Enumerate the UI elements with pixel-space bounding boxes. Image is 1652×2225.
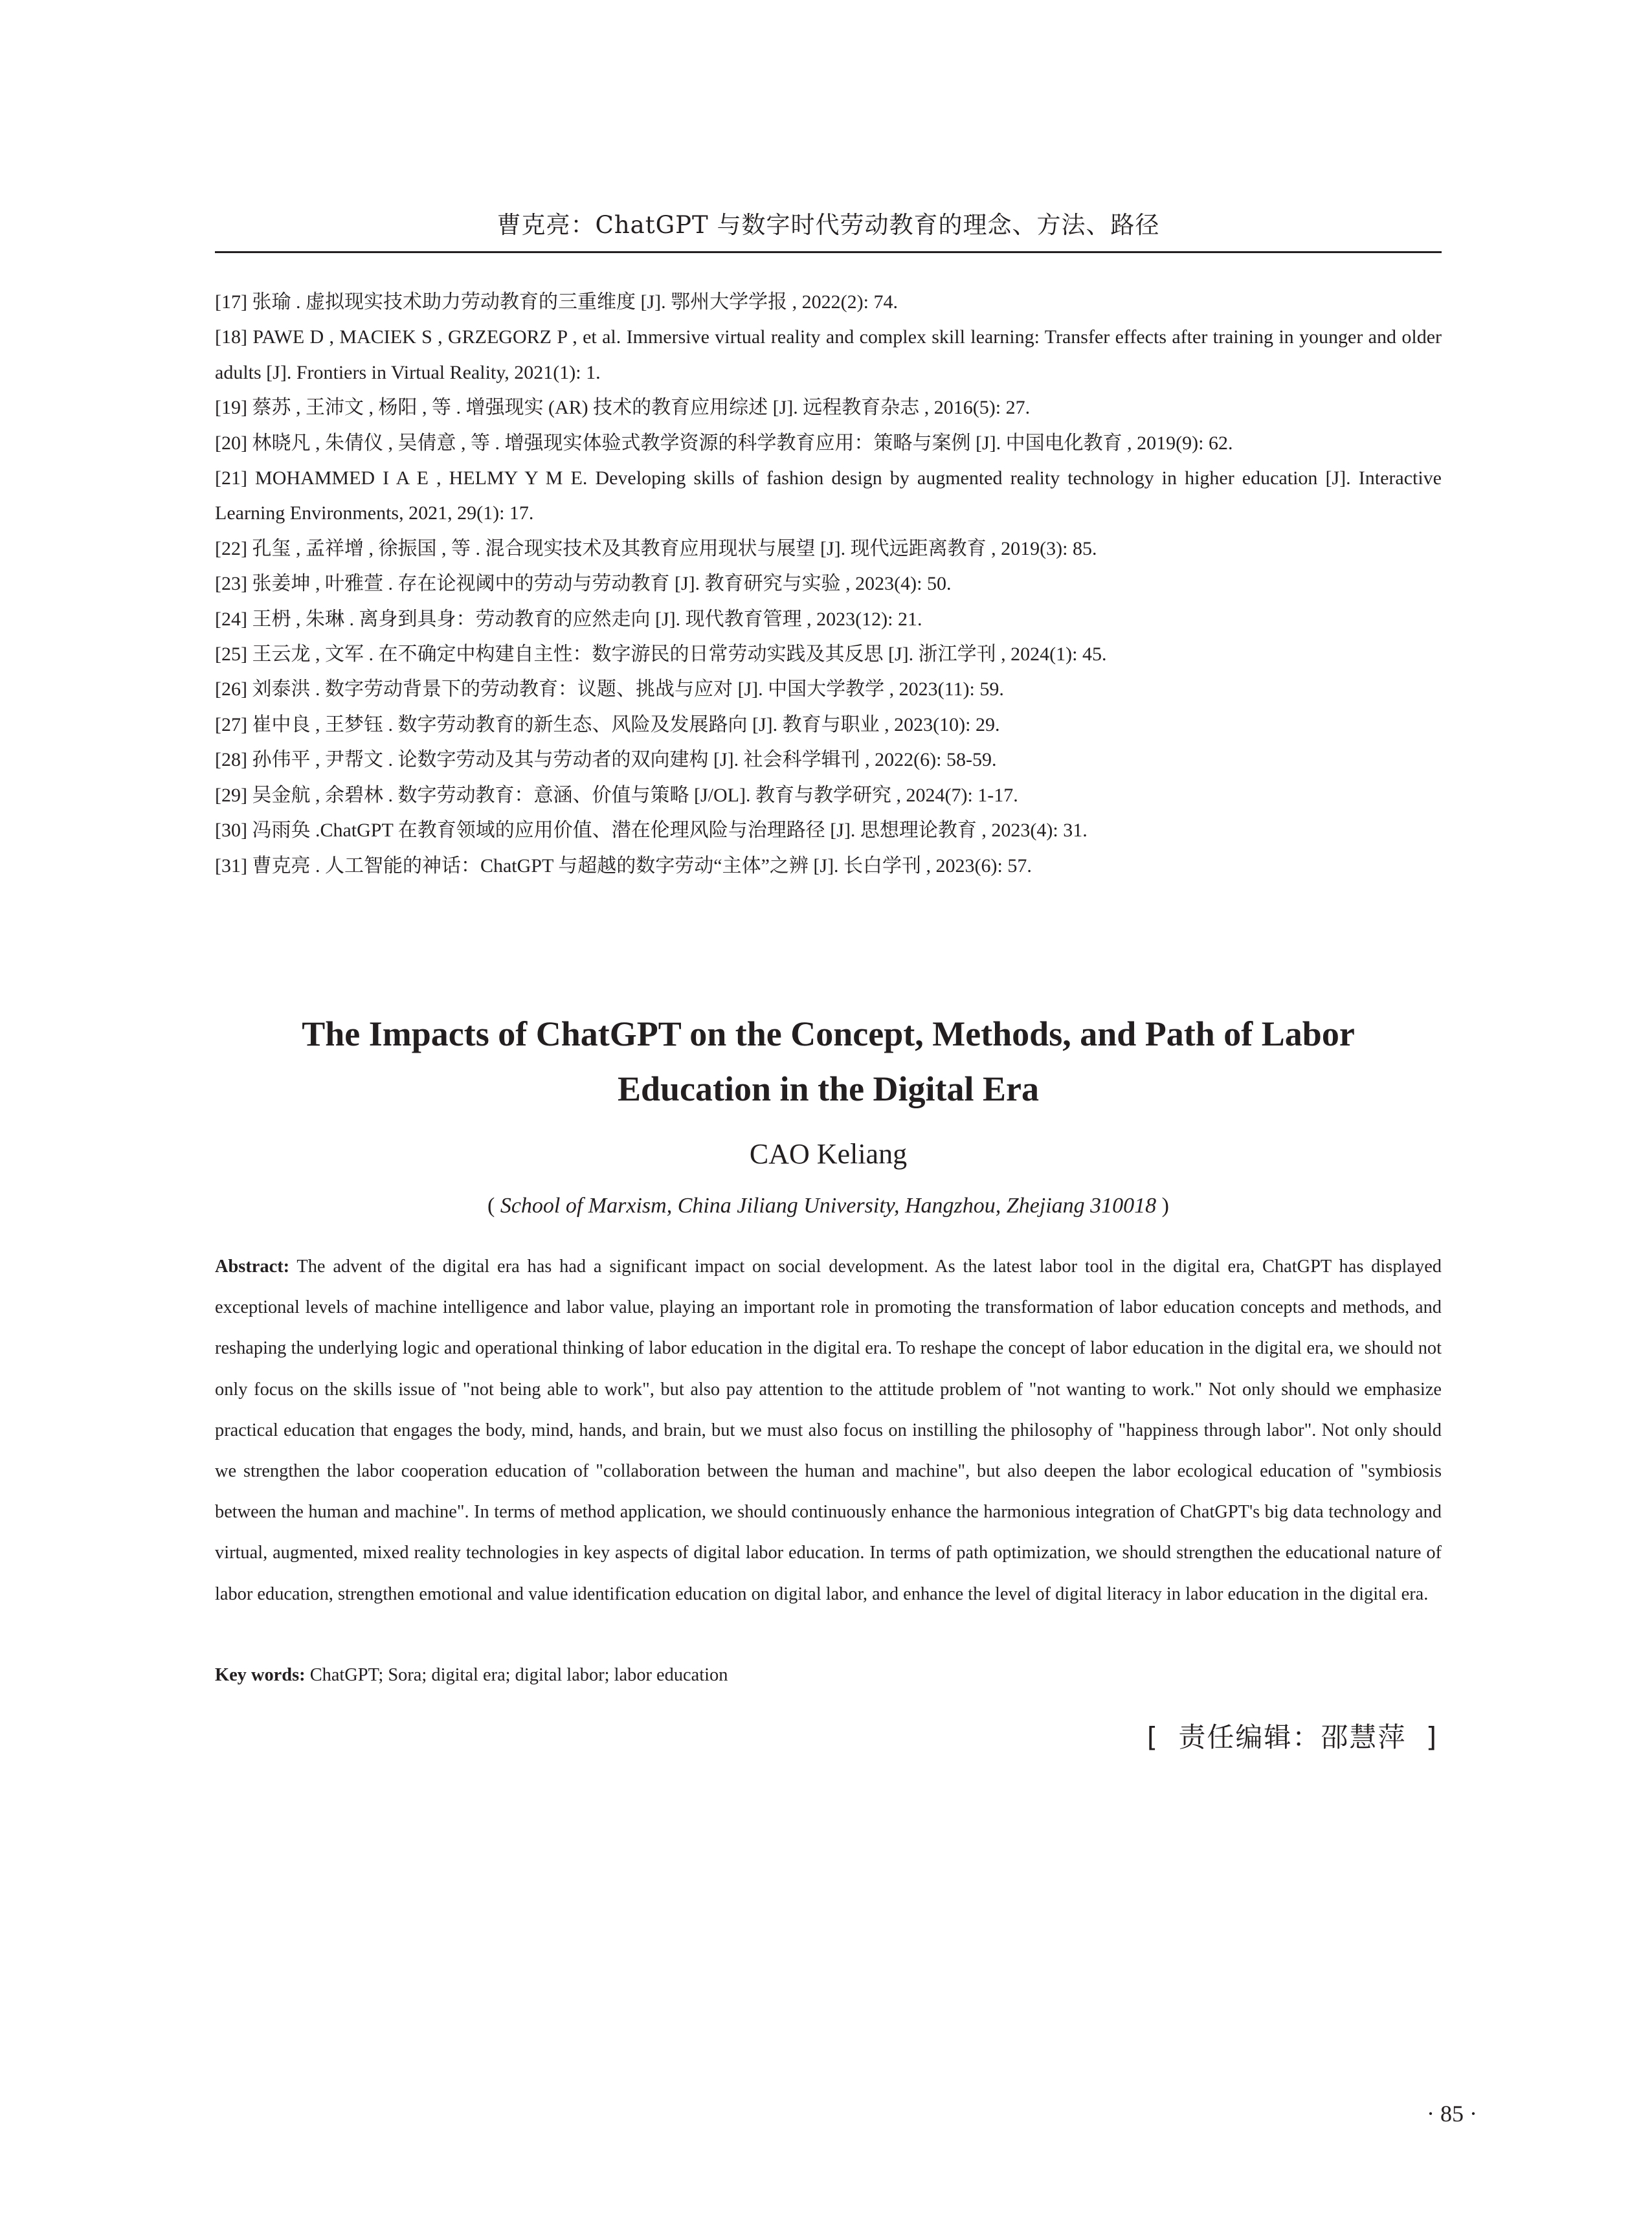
editor-note: [ 责任编辑：邵慧萍 ]: [1143, 1721, 1442, 1753]
keywords-label: Key words:: [215, 1665, 306, 1685]
article-title: [215, 1007, 1442, 1117]
keywords-text: ChatGPT; Sora; digital era; digital labor; labor education: [309, 1665, 728, 1685]
reference-list: [215, 285, 1442, 884]
affiliation-text: School of Marxism, China Jiliang University, Hangzhou, Zhejiang 310018: [500, 1194, 1157, 1218]
reference-17: [17] 张瑜 . 虚拟现实技术助力劳动教育的三重维度 [J]. 鄂州大学学报 , 2022(2): 74.: [215, 291, 898, 313]
reference-31: [31] 曹克亮 . 人工智能的神话：ChatGPT 与超越的数字劳动“主体”之辨 [J]. 长白学刊 , 2023(6): 57.: [215, 855, 1032, 877]
article-title-line-2: Education in the Digital Era: [617, 1069, 1040, 1108]
author-name: CAO Keliang: [749, 1138, 908, 1170]
reference-26: [26] 刘泰洪 . 数字劳动背景下的劳动教育：议题、挑战与应对 [J]. 中国大学教学 , 2023(11): 59.: [215, 678, 1004, 700]
article-title-line-1: The Impacts of ChatGPT on the Concept, Methods, and Path of Labor: [302, 1014, 1355, 1053]
reference-22: [22] 孔玺 , 孟祥增 , 徐振国 , 等 . 混合现实技术及其教育应用现状与展望 [J]. 现代远距离教育 , 2019(3): 85.: [215, 537, 1097, 559]
abstract-text: The advent of the digital era has had a significant impact on social development. As the latest labor tool in the digital era, ChatGPT has displayed exceptional levels of machine intelligence and labor value, playing an important role in promoting the transformation of labor education concepts and methods, and reshaping the underlying logic and operational thinking of labor education in the digital era. To reshape the concept of labor education in the digital era, we should not only focus on the skills issue of "not being able to work", but also pay attention to the attitude problem of "not wanting to work." Not only should we emphasize practical education that engages the body, mind, hands, and brain, but we must also focus on instilling the philosophy of "happiness through labor". Not only should we strengthen the labor cooperation education of "collaboration between the human and machine", but also deepen the labor ecological education of "symbiosis between the human and machine". In terms of method application, we should continuously enhance the harmonious integration of ChatGPT's big data technology and virtual, augmented, mixed reality technologies in key aspects of digital labor education. In terms of path optimization, we should strengthen the educational nature of labor education, strengthen emotional and value identification education on digital labor, and enhance the level of digital literacy in labor education in the digital era.: [215, 1257, 1442, 1604]
reference-23: [23] 张姜坤 , 叶雅萱 . 存在论视阈中的劳动与劳动教育 [J]. 教育研究与实验 , 2023(4): 50.: [215, 573, 952, 595]
header-rule: [215, 251, 1442, 253]
reference-21: [21] MOHAMMED I A E , HELMY Y M E. Developing skills of fashion design by augmented reality technology in higher education [J]. Interactive Learning Environments, 2021, 29(1): 17.: [215, 467, 1442, 524]
reference-28: [28] 孙伟平 , 尹帮文 . 论数字劳动及其与劳动者的双向建构 [J]. 社会科学辑刊 , 2022(6): 58-59.: [215, 749, 997, 771]
reference-29: [29] 吴金航 , 余碧林 . 数字劳动教育：意涵、价值与策略 [J/OL]. 教育与教学研究 , 2024(7): 1-17.: [215, 784, 1018, 806]
reference-24: [24] 王枬 , 朱琳 . 离身到具身：劳动教育的应然走向 [J]. 现代教育管理 , 2023(12): 21.: [215, 608, 922, 630]
reference-18: [18] PAWE D , MACIEK S , GRZEGORZ P , et al. Immersive virtual reality and complex skill learning: Transfer effects after training in younger and older adults [J]. Frontiers in Virtual Reality, 2021(1): 1.: [215, 326, 1442, 383]
abstract: [215, 1246, 1442, 1615]
reference-25: [25] 王云龙 , 文军 . 在不确定中构建自主性：数字游民的日常劳动实践及其反思 [J]. 浙江学刊 , 2024(1): 45.: [215, 643, 1107, 665]
keywords: [215, 1656, 1442, 1695]
reference-19: [19] 蔡苏 , 王沛文 , 杨阳 , 等 . 增强现实 (AR) 技术的教育应用综述 [J]. 远程教育杂志 , 2016(5): 27.: [215, 397, 1031, 419]
running-header: 曹克亮：ChatGPT 与数字时代劳动教育的理念、方法、路径: [497, 211, 1160, 239]
reference-30: [30] 冯雨奂 .ChatGPT 在教育领域的应用价值、潜在伦理风险与治理路径 [J]. 思想理论教育 , 2023(4): 31.: [215, 820, 1088, 842]
author-affiliation: [215, 1190, 1442, 1222]
affiliation-open-paren: (: [487, 1194, 500, 1218]
reference-20: [20] 林晓凡 , 朱倩仪 , 吴倩意 , 等 . 增强现实体验式教学资源的科学教育应用：策略与案例 [J]. 中国电化教育 , 2019(9): 62.: [215, 432, 1233, 454]
page-number: · 85 ·: [1427, 2101, 1477, 2127]
affiliation-close-paren: ): [1156, 1194, 1169, 1218]
abstract-label: Abstract:: [215, 1257, 290, 1277]
reference-27: [27] 崔中良 , 王梦钰 . 数字劳动教育的新生态、风险及发展路向 [J]. 教育与职业 , 2023(10): 29.: [215, 713, 1000, 735]
